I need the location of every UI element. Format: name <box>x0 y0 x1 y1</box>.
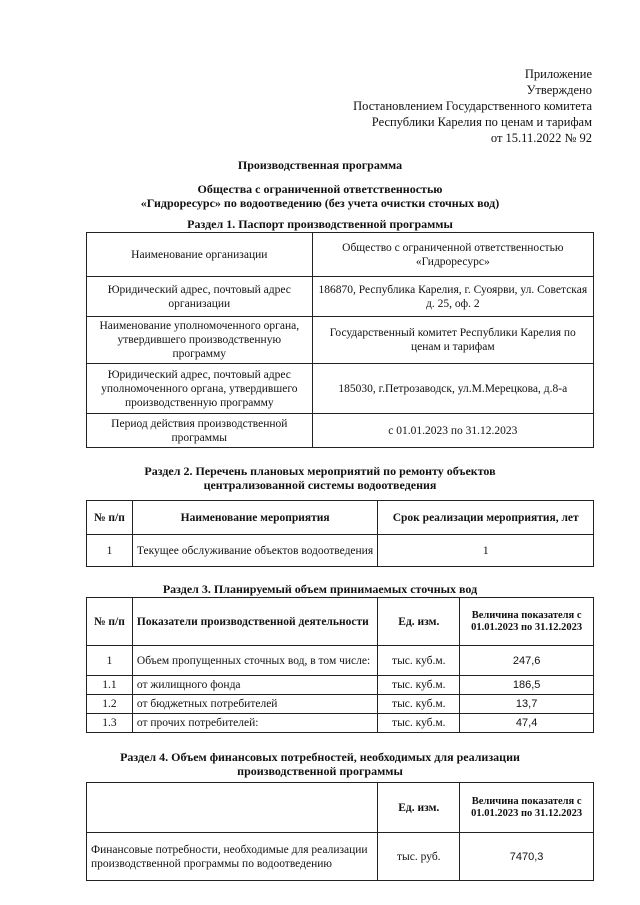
section3-indicator: от бюджетных потребителей <box>132 695 377 714</box>
section1-label: Юридический адрес, почтовый адрес организации <box>87 277 313 317</box>
section1-value: Общество с ограниченной ответственностью «Гидроресурс» <box>312 233 593 277</box>
section3-num: 1 <box>87 646 133 676</box>
section4-unit: тыс. руб. <box>378 833 460 881</box>
section1-row <box>87 364 594 414</box>
section1-label: Юридический адрес, почтовый адрес уполномоченного органа, утвердившего производственную программу <box>87 364 313 414</box>
section3-value: 186,5 <box>460 676 594 695</box>
section3-num: 1.2 <box>87 695 133 714</box>
section3-header-row <box>87 598 594 646</box>
section4-col-value: Величина показателя с 01.01.2023 по 31.12.2023 <box>460 783 594 833</box>
section4-name: Финансовые потребности, необходимые для реализации производственной программы по водоотведению <box>87 833 378 881</box>
section3-table <box>86 597 594 733</box>
section4-col-unit: Ед. изм. <box>378 783 460 833</box>
table-row <box>87 714 594 733</box>
section1-table <box>86 232 594 448</box>
section1-label: Наименование организации <box>87 233 313 277</box>
section3-col-value: Величина показателя с 01.01.2023 по 31.12.2023 <box>460 598 594 646</box>
approval-header <box>353 66 592 146</box>
header-line-2: Утверждено <box>526 83 592 97</box>
section4-title-line-2: производственной программы <box>237 764 403 778</box>
section3-unit: тыс. куб.м. <box>378 714 460 733</box>
section2-title-line-1: Раздел 2. Перечень плановых мероприятий по ремонту объектов <box>144 464 496 478</box>
section3-col-indicator: Показатели производственной деятельности <box>132 598 377 646</box>
section4-table <box>86 782 594 881</box>
section3-unit: тыс. куб.м. <box>378 695 460 714</box>
section1-value: 186870, Республика Карелия, г. Суоярви, ул. Советская д. 25, оф. 2 <box>312 277 593 317</box>
section2-num: 1 <box>87 535 133 567</box>
section2-table <box>86 500 594 567</box>
table-row <box>87 833 594 881</box>
document-title: Производственная программа <box>237 158 403 172</box>
section4-col-empty <box>87 783 378 833</box>
section1-row <box>87 317 594 364</box>
section3-value: 13,7 <box>460 695 594 714</box>
header-line-5: от 15.11.2022 № 92 <box>490 131 592 145</box>
table-row <box>87 676 594 695</box>
section1-value: с 01.01.2023 по 31.12.2023 <box>312 414 593 448</box>
section1-title: Раздел 1. Паспорт производственной программы <box>187 217 453 231</box>
section1-value: Государственный комитет Республики Карелия по ценам и тарифам <box>312 317 593 364</box>
section4-header-row <box>87 783 594 833</box>
section3-num: 1.3 <box>87 714 133 733</box>
section3-unit: тыс. куб.м. <box>378 646 460 676</box>
table-row <box>87 646 594 676</box>
section2-name: Текущее обслуживание объектов водоотведения <box>132 535 377 567</box>
section3-indicator: от прочих потребителей: <box>132 714 377 733</box>
header-line-3: Постановлением Государственного комитета <box>353 99 592 113</box>
section3-unit: тыс. куб.м. <box>378 676 460 695</box>
section3-value: 247,6 <box>460 646 594 676</box>
section2-header-row <box>87 501 594 535</box>
section1-value: 185030, г.Петрозаводск, ул.М.Мерецкова, д.8-а <box>312 364 593 414</box>
section3-col-num: № п/п <box>87 598 133 646</box>
header-line-4: Республики Карелия по ценам и тарифам <box>371 115 592 129</box>
section3-col-unit: Ед. изм. <box>378 598 460 646</box>
header-line-1: Приложение <box>524 67 592 81</box>
section2-col-term: Срок реализации мероприятия, лет <box>378 501 594 535</box>
document-subtitle-1: Общества с ограниченной ответственностью <box>197 182 443 196</box>
section1-row <box>87 277 594 317</box>
document-subtitle-2: «Гидроресурс» по водоотведению (без учета очистки сточных вод) <box>140 196 500 210</box>
section4-value: 7470,3 <box>460 833 594 881</box>
section1-label: Наименование уполномоченного органа, утвердившего производственную программу <box>87 317 313 364</box>
section4-title-line-1: Раздел 4. Объем финансовых потребностей, необходимых для реализации <box>120 750 520 764</box>
section2-title-line-2: централизованной системы водоотведения <box>203 478 437 492</box>
table-row <box>87 695 594 714</box>
section1-row <box>87 233 594 277</box>
section3-indicator: от жилищного фонда <box>132 676 377 695</box>
section3-indicator: Объем пропущенных сточных вод, в том числе: <box>132 646 377 676</box>
table-row <box>87 535 594 567</box>
section3-value: 47,4 <box>460 714 594 733</box>
section3-title: Раздел 3. Планируемый объем принимаемых сточных вод <box>162 582 478 596</box>
section3-num: 1.1 <box>87 676 133 695</box>
section2-col-name: Наименование мероприятия <box>132 501 377 535</box>
section2-term: 1 <box>378 535 594 567</box>
section1-row <box>87 414 594 448</box>
section2-col-num: № п/п <box>87 501 133 535</box>
section1-label: Период действия производственной программы <box>87 414 313 448</box>
